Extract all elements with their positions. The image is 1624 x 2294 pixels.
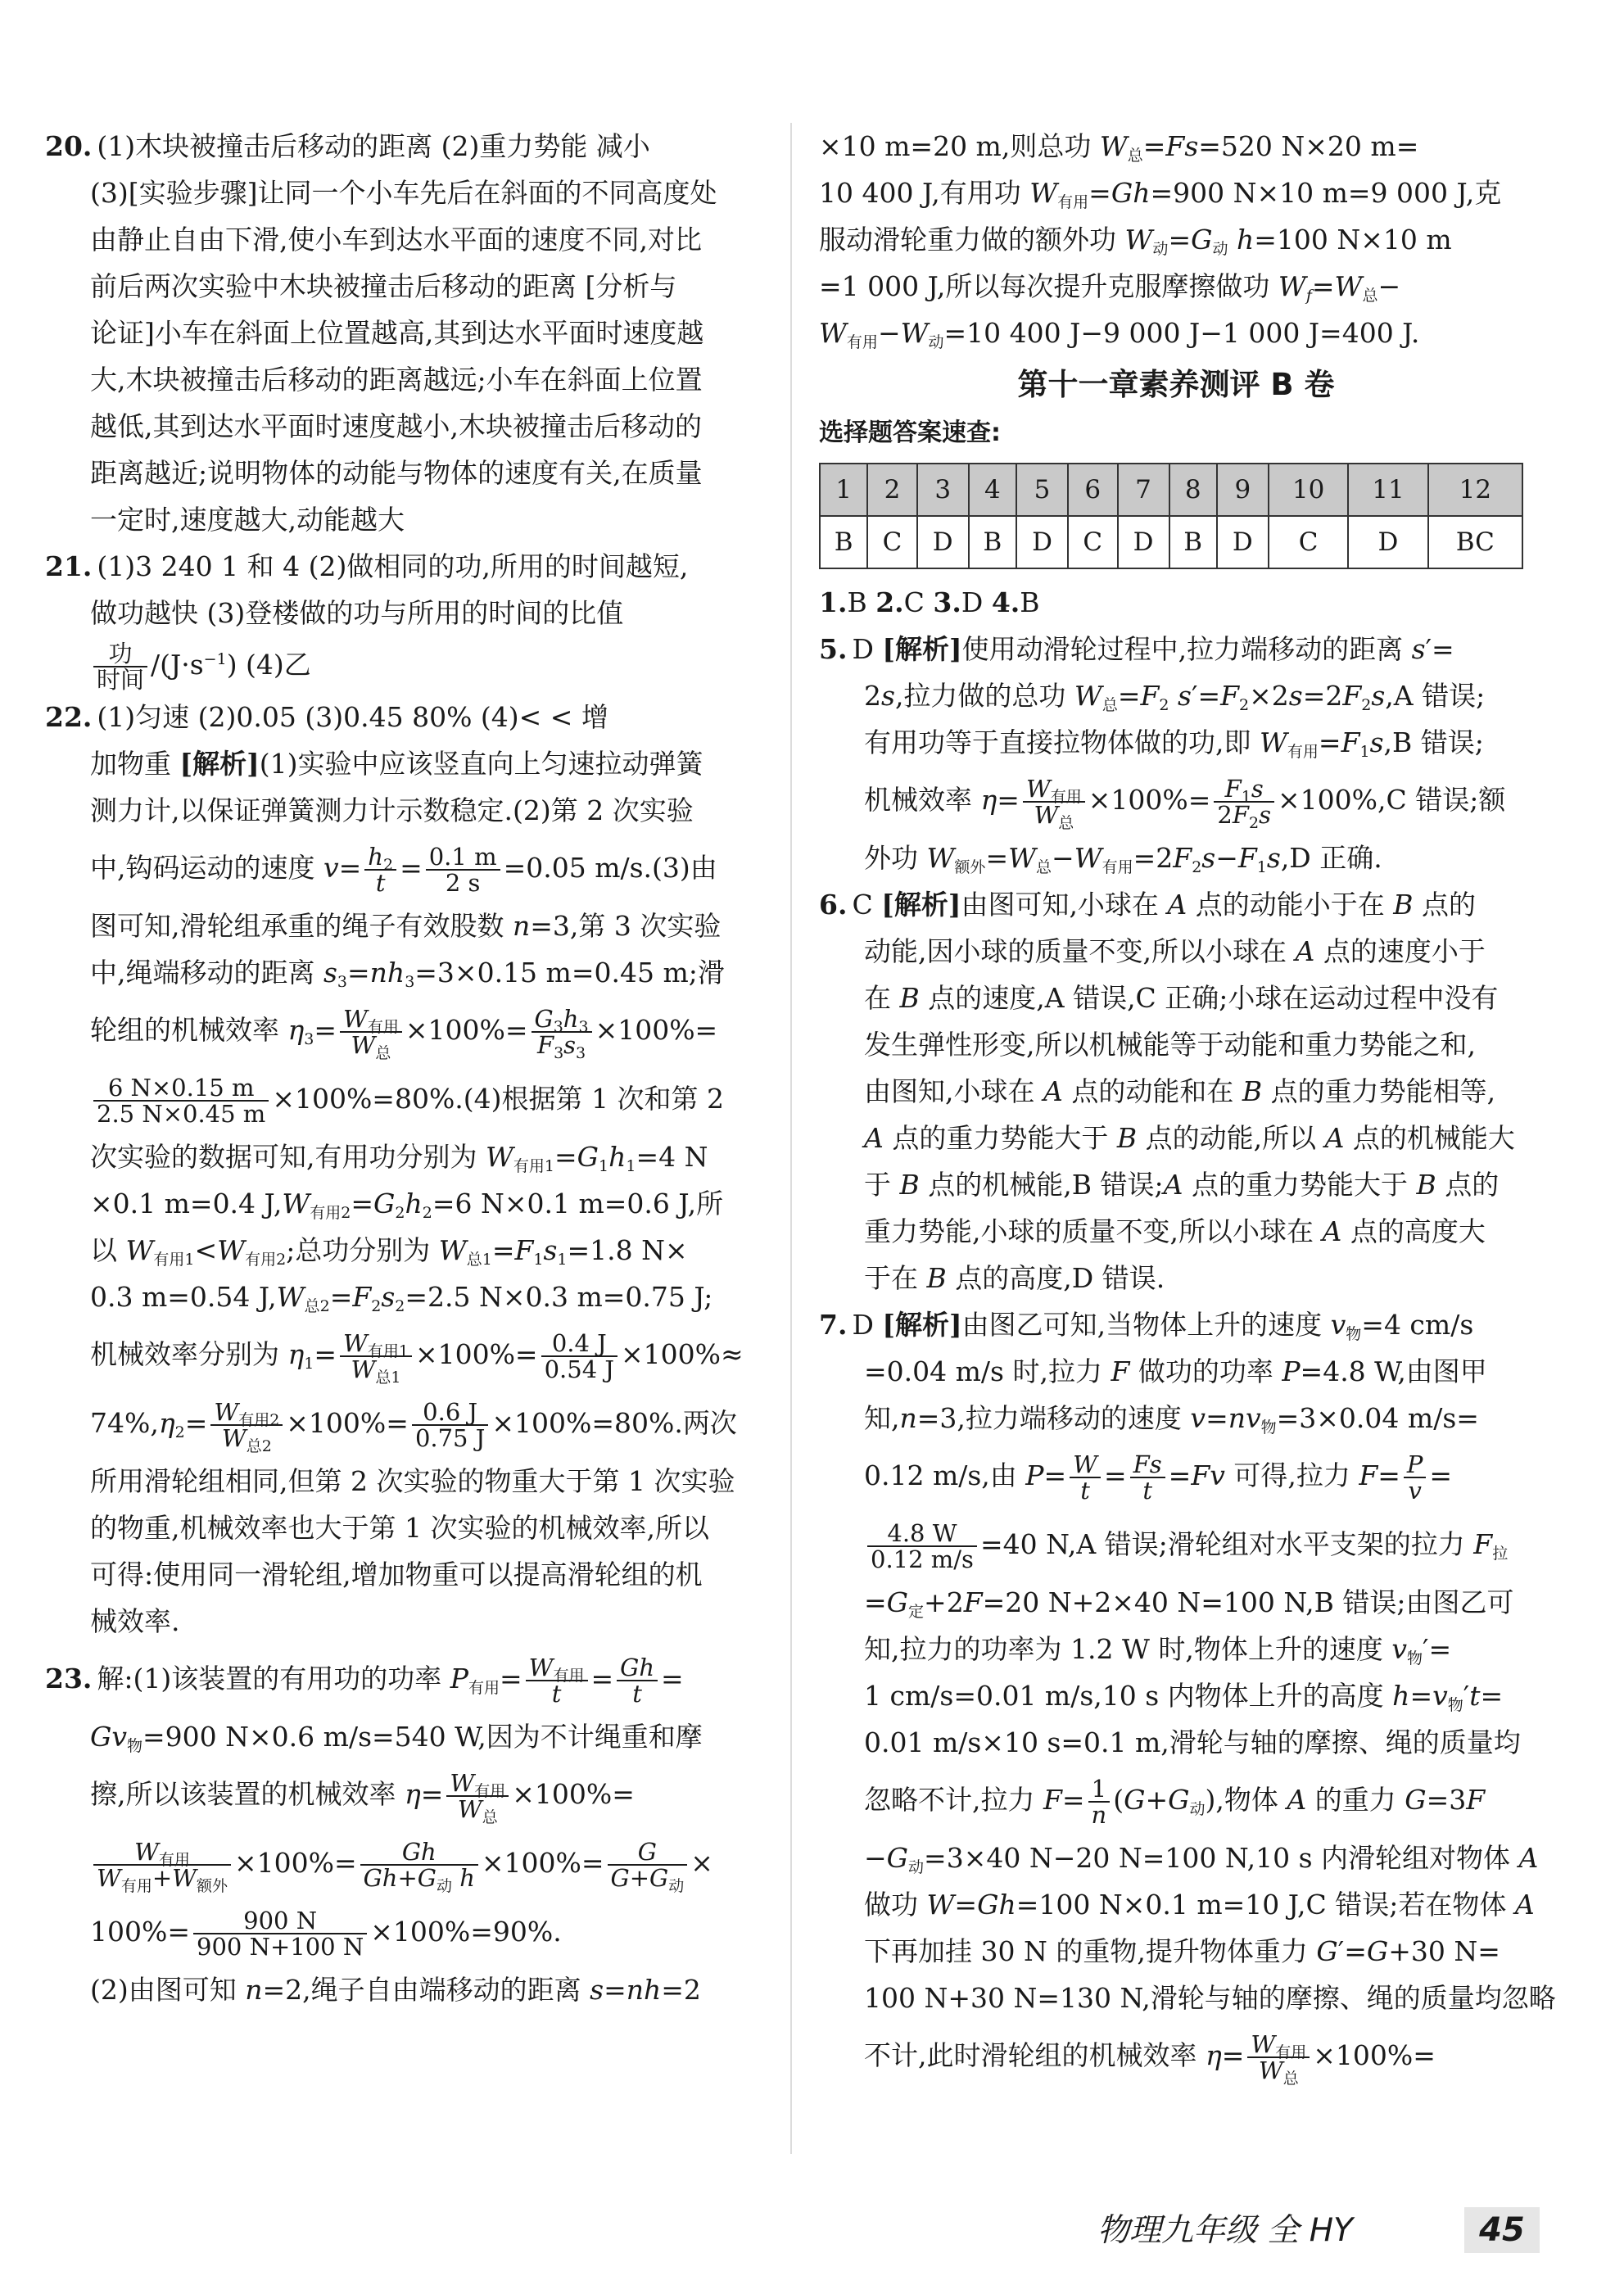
answer-cell: C xyxy=(867,516,916,568)
question-number: 1 xyxy=(820,464,867,516)
page-footer xyxy=(1097,2207,1540,2256)
text-line: 1 cm/s=0.01 m/s,10 s 内物体上升的高度 $h=v_物't=$ xyxy=(864,1680,1504,1714)
text-line: 械效率. xyxy=(90,1605,180,1637)
text-line: 0.01 m/s×10 s=0.1 m,滑轮与轴的摩擦、绳的质量均 xyxy=(864,1726,1521,1758)
text-line: $W_{有用}-W_动=10$ 400 J−9 000 J−1 000 J=400 J. xyxy=(819,317,1420,351)
text-line: 有用功等于直接拉物体做的功,即 $W_{有用}=F_1s,B$ 错误; xyxy=(864,726,1484,761)
question-number: 9 xyxy=(1217,464,1269,516)
text-line: 做功越快 (3)登楼做的功与所用的时间的比值 xyxy=(90,597,624,629)
answer-cell: D xyxy=(1118,516,1169,568)
question-number: 5 xyxy=(1016,464,1068,516)
text-line: $\frac{W_{有用}}{W_{有用}+W_{额外}}$ ×100%= $\frac{Gh}{Gh+G_动 h}$ ×100%= $\frac{G}{G+G_动}$ × xyxy=(45,1829,766,1898)
quick-answer-label: 选择题答案速查: xyxy=(819,419,1001,447)
text-line: (3)[实验步骤]让同一个小车先后在斜面的不同高度处 xyxy=(90,177,717,209)
text-line: 发生弹性形变,所以机械能等于动能和重力势能之和, xyxy=(864,1029,1476,1061)
text-line: (2)由图可知 n=2,绳子自由端移动的距离 s=nh=2 xyxy=(90,1974,701,2006)
text-line: 下再加挂 30 N 的重物,提升物体重力 G′=G+30 N= xyxy=(864,1935,1500,1967)
text-line: 机械效率 η= $\frac{W_{有用}}{W_总}$ ×100%= $\frac{F_1s}{2F_2s}$ ×100%,C 错误;额 xyxy=(864,774,1506,832)
text-line: 100%= $\frac{900 N}{900 N+100 N}$ ×100%=90%. xyxy=(90,1906,562,1961)
left-column xyxy=(45,123,766,2013)
text-line: $\frac{6 N\times 0.15 m}{2.5 N\times 0.45 m}$ ×100%=80%.(4)根据第 1 次和第 2 xyxy=(45,1065,766,1133)
text-line: 次实验的数据可知,有用功分别为 $W_{有用1}=G_1h_1=4$ N xyxy=(90,1141,708,1175)
page-number: 45 xyxy=(1464,2207,1540,2253)
answer-cell: D xyxy=(1348,516,1427,568)
text-line: 0.3 m=0.54 $J,W_{总2}=F_2s_2=2.5$ N×0.3 m=0.75 J; xyxy=(90,1281,713,1315)
text-line: 10 400 J,有用功 $W_{有用}=Gh=900$ N×10 m=9 000 J,克 xyxy=(819,177,1502,211)
text-line: 由静止自由下滑,使小车到达水平面的速度不同,对比 xyxy=(90,224,702,256)
question-number: 10 xyxy=(1269,464,1348,516)
text-line: 服动滑轮重力做的额外功 $W_动=G_动$ h=100 N×10 m xyxy=(819,224,1452,258)
text-line: 在 B 点的速度,A 错误,C 正确;小球在运动过程中没有 xyxy=(864,982,1499,1014)
text-line: 知,n=3,拉力端移动的速度 $v=nv_物=3\times 0.04$ m/s= xyxy=(864,1402,1479,1437)
answer-cell: D xyxy=(1016,516,1068,568)
answer-table xyxy=(819,463,1523,569)
text-line: A 点的重力势能大于 B 点的动能,所以 A 点的机械能大 xyxy=(864,1122,1515,1154)
text-line: 距离越近;说明物体的动能与物体的速度有关,在质量 xyxy=(90,457,703,489)
text-line: 越低,其到达水平面时速度越小,木块被撞击后移动的 xyxy=(90,410,702,442)
text-line: 前后两次实验中木块被撞击后移动的距离 [分析与 xyxy=(90,270,677,302)
right-column xyxy=(819,123,1556,2090)
text-line: 所用滑轮组相同,但第 2 次实验的物重大于第 1 次实验 xyxy=(90,1465,735,1497)
text-line: 加物重 [解析](1)实验中应该竖直向上匀速拉动弹簧 xyxy=(90,748,703,780)
text-line: 于在 B 点的高度,D 错误. xyxy=(864,1262,1165,1294)
text-line: 2s,拉力做的总功 $W_总=F_2$ $s'=F_2\times 2s=2F_2s,A$ 错误; xyxy=(864,680,1486,714)
text-line: 论证]小车在斜面上位置越高,其到达水平面时速度越 xyxy=(90,317,704,349)
text-line: 23. 解:(1)该装置的有用功的功率 $P_{有用}=$ $\frac{W_{有用}}{t}$ = $\frac{Gh}{t}$ = xyxy=(45,1653,684,1708)
text-line: 6. C [解析]由图可知,小球在 A 点的动能小于在 B 点的 xyxy=(819,889,1477,921)
text-line: $74\%,\eta_2=$ $\frac{W_{有用2}}{W_{总2}}$ ×100%= $\frac{0.6 J}{0.75 J}$ ×100%=80%.两次 xyxy=(90,1397,737,1455)
text-line: 做功 W=Gh=100 N×0.1 m=10 J,C 错误;若在物体 A xyxy=(864,1889,1535,1921)
answer-cell: BC xyxy=(1428,516,1522,568)
answer-table-answer-row xyxy=(820,516,1522,568)
text-line: 轮组的机械效率 $\eta_3=$ $\frac{W_{有用}}{W_总}$ ×100%= $\frac{G_3h_3}{F_3s_3}$ ×100%= xyxy=(90,1004,718,1062)
text-line: 于 B 点的机械能,B 错误;A 点的重力势能大于 B 点的 xyxy=(864,1169,1500,1201)
question-number: 4 xyxy=(969,464,1016,516)
text-line: 中,钩码运动的速度 v= $\frac{h_2}{t}$ = $\frac{0.1 m}{2 s}$ =0.05 m/s.(3)由 xyxy=(90,842,717,897)
question-number: 11 xyxy=(1348,464,1427,516)
text-line: =0.04 m/s 时,拉力 F 做功的功率 P=4.8 W,由图甲 xyxy=(864,1355,1487,1387)
question-number: 6 xyxy=(1068,464,1117,516)
question-number: 2 xyxy=(867,464,916,516)
text-line: 机械效率分别为 $\eta_1=$ $\frac{W_{有用1}}{W_{总1}}$ ×100%= $\frac{0.4 J}{0.54 J}$ ×100%≈ xyxy=(90,1328,744,1387)
answer-cell: B xyxy=(1169,516,1217,568)
text-line: 知,拉力的功率为 1.2 W 时,物体上升的速度 $v_物'=$ xyxy=(864,1633,1452,1667)
text-line: 以 $W_{有用1}<W_{有用2}$;总功分别为 $W_{总1}=F_1s_1=1.8$ N× xyxy=(90,1234,688,1269)
answer-table-number-row xyxy=(820,464,1522,516)
text-line: 测力计,以保证弹簧测力计示数稳定.(2)第 2 次实验 xyxy=(90,794,694,826)
text-line: 图可知,滑轮组承重的绳子有效股数 n=3,第 3 次实验 xyxy=(90,910,722,942)
answer-cell: D xyxy=(917,516,969,568)
answer-cell: C xyxy=(1269,516,1348,568)
text-line: 重力势能,小球的质量不变,所以小球在 A 点的高度大 xyxy=(864,1215,1486,1247)
answer-cell: C xyxy=(1068,516,1117,568)
book-title: 物理九年级 全 HY xyxy=(1097,2212,1353,2249)
text-line: 一定时,速度越大,动能越大 xyxy=(90,504,405,536)
text-line: $\frac{\text{功}}{\text{时间}}$ $/(J\cdot s^{-1})$ (4)乙 xyxy=(45,636,766,694)
text-line: ×10 m=20 m,则总功 $W_总=Fs=520$ N×20 m= xyxy=(819,130,1419,165)
text-line: 0.12 m/s,由 P= $\frac{W}{t}$ = $\frac{Fs}{t}$ =Fv 可得,拉力 F= $\frac{P}{v}$ = xyxy=(864,1450,1453,1504)
text-line: =1 000 J,所以每次提升克服摩擦做功 $W_f=W_总-$ xyxy=(819,270,1401,305)
text-line: ×0.1 m=0.4 $J,W_{有用2}=G_2h_2=6$ N×0.1 m=0.6 J,所 xyxy=(90,1188,724,1222)
text-line: 大,木块被撞击后移动的距离越远;小车在斜面上位置 xyxy=(90,364,703,396)
text-line: 忽略不计,拉力 F= $\frac{1}{n}$ $(G+G_动)$,物体 A 的重力 G=3F xyxy=(864,1774,1486,1829)
text-line: 22. (1)匀速 (2)0.05 (3)0.45 80% (4)< < 增 xyxy=(45,701,608,733)
question-number: 7 xyxy=(1118,464,1169,516)
text-line: $-G_动=3\times 40$ N−20 N=100 N,10 s 内滑轮组对物体 A xyxy=(864,1842,1539,1876)
text-line: $Gv_物=900$ N×0.6 m/s=540 W,因为不计绳重和摩 xyxy=(90,1721,703,1755)
text-line: 7. D [解析]由图乙可知,当物体上升的速度 $v_物=4$ cm/s xyxy=(819,1309,1474,1343)
text-line: 中,绳端移动的距离 $s_3=nh_3=3\times 0.15$ m=0.45 m;滑 xyxy=(90,957,725,991)
text-line: 擦,所以该装置的机械效率 η= $\frac{W_{有用}}{W_总}$ ×100%= xyxy=(90,1768,635,1826)
question-number: 3 xyxy=(917,464,969,516)
text-line: 不计,此时滑轮组的机械效率 η= $\frac{W_{有用}}{W_总}$ ×100%= xyxy=(864,2029,1436,2088)
text-line: 21. (1)3 240 1 和 4 (2)做相同的功,所用的时间越短, xyxy=(45,550,689,582)
text-line: 可得:使用同一滑轮组,增加物重可以提高滑轮组的机 xyxy=(90,1559,703,1590)
answer-cell: B xyxy=(820,516,867,568)
question-number: 8 xyxy=(1169,464,1217,516)
answer-cell: B xyxy=(969,516,1016,568)
text-line: $\frac{4.8 W}{0.12 m/s}$ =40 N,A 错误;滑轮组对水平支架的拉力 $F_拉$ xyxy=(819,1510,1533,1579)
text-line: $=G_定+2F=20$ N+2×40 N=100 N,B 错误;由图乙可 xyxy=(864,1586,1514,1621)
text-line: 1.B 2.C 3.D 4.B xyxy=(819,586,1040,618)
text-line: 外功 $W_{额外}=W_总-W_{有用}=2F_2s-F_1s,D$ 正确. xyxy=(864,842,1382,876)
text-line: 5. D [解析]使用动滑轮过程中,拉力端移动的距离 s′= xyxy=(819,633,1454,665)
text-line: 动能,因小球的质量不变,所以小球在 A 点的速度小于 xyxy=(864,935,1486,967)
section-title: 第十一章素养测评 B 卷 xyxy=(1017,367,1335,402)
column-divider xyxy=(790,123,792,2154)
answer-cell: D xyxy=(1217,516,1269,568)
question-number: 12 xyxy=(1428,464,1522,516)
text-line: 100 N+30 N=130 N,滑轮与轴的摩擦、绳的质量均忽略 xyxy=(864,1982,1556,2014)
text-line: 20. (1)木块被撞击后移动的距离 (2)重力势能 减小 xyxy=(45,130,650,162)
text-line: 由图知,小球在 A 点的动能和在 B 点的重力势能相等, xyxy=(864,1075,1496,1107)
text-line: 的物重,机械效率也大于第 1 次实验的机械效率,所以 xyxy=(90,1512,709,1544)
